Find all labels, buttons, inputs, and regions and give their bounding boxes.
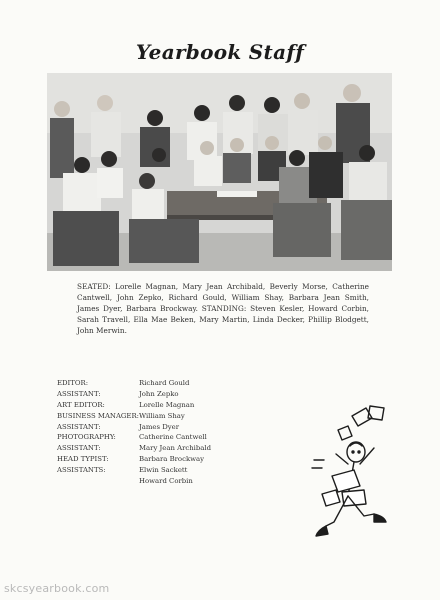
staff-name: William Shay xyxy=(139,411,185,420)
running-cartoon-illustration xyxy=(308,402,400,552)
photo-caption: SEATED: Lorelle Magnan, Mary Jean Archibald, Beverly Morse, Catherine Cantwell, John Zepko, Richard Gould, William Shay, Barbara Jean Smith, James Dyer, Barbara Brockway. STANDING: Steven Kesler, Howard Corbin, Sarah Travell, Ella Mae Beken, Mary Martin, Linda Decker, Phillip Blodgett, John Merwin. xyxy=(77,282,369,335)
staff-row xyxy=(57,400,257,411)
staff-row xyxy=(57,378,257,389)
staff-name: Elwin Sackett xyxy=(139,465,188,474)
staff-name: John Zepko xyxy=(139,390,179,399)
staff-name: Richard Gould xyxy=(139,379,190,388)
staff-row xyxy=(57,421,257,432)
staff-row xyxy=(57,475,257,486)
staff-name: James Dyer xyxy=(139,422,179,431)
staff-name: Howard Corbin xyxy=(139,476,193,485)
staff-name: Lorelle Magnan xyxy=(139,400,195,409)
staff-row xyxy=(57,464,257,475)
staff-role: ASSISTANT: xyxy=(57,390,101,399)
staff-row xyxy=(57,454,257,465)
staff-role: ASSISTANT: xyxy=(57,422,101,431)
staff-row xyxy=(57,432,257,443)
staff-role: ASSISTANTS: xyxy=(57,465,106,474)
staff-role: PHOTOGRAPHY: xyxy=(57,433,116,442)
staff-row xyxy=(57,389,257,400)
staff-role: ASSISTANT: xyxy=(57,444,101,453)
staff-role: ART EDITOR: xyxy=(57,400,105,409)
staff-row xyxy=(57,410,257,421)
staff-role: BUSINESS MANAGER: xyxy=(57,411,139,420)
staff-group-photo xyxy=(47,73,392,271)
site-watermark: skcsyearbook.com xyxy=(4,582,110,595)
staff-role: HEAD TYPIST: xyxy=(57,454,109,463)
staff-name: Mary Jean Archibald xyxy=(139,444,212,453)
staff-name: Catherine Cantwell xyxy=(139,433,207,442)
staff-row xyxy=(57,443,257,454)
staff-role: EDITOR: xyxy=(57,379,89,388)
staff-roster xyxy=(57,378,257,486)
staff-name: Barbara Brockway xyxy=(139,454,205,463)
page-title: Yearbook Staff xyxy=(135,40,305,64)
